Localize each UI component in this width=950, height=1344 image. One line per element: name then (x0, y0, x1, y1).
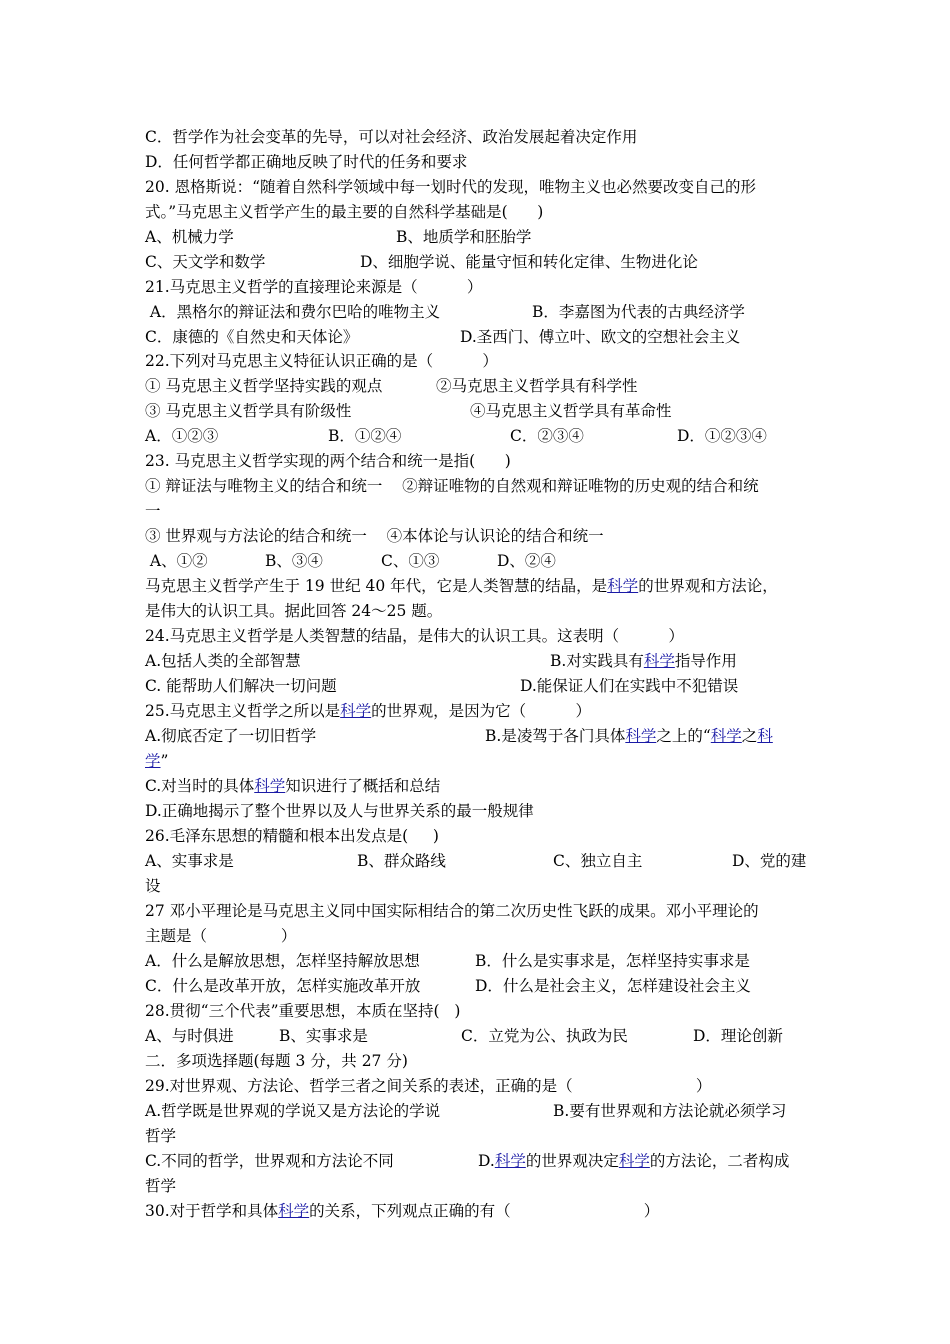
q21-stem: 21.马克思主义哲学的直接理论来源是（ ） (145, 278, 483, 296)
q26-option-d: D、党的建 (732, 852, 807, 870)
q24-option-d: D.能保证人们在实践中不犯错误 (520, 677, 739, 695)
q30-text-a: 30.对于哲学和具体 (145, 1202, 279, 1220)
q29-option-b-wrap: 哲学 (145, 1127, 177, 1145)
science-link[interactable]: 学 (145, 752, 161, 770)
science-link[interactable]: 科学 (607, 577, 639, 595)
science-link[interactable]: 科学 (618, 1152, 650, 1170)
q21-option-d: D.圣西门、傅立叶、欧文的空想社会主义 (460, 328, 741, 346)
q25-stem (145, 701, 591, 721)
q22-statement-3: ③ 马克思主义哲学具有阶级性 (145, 402, 352, 420)
q27-stem-line1: 27 邓小平理论是马克思主义同中国实际相结合的第二次历史性飞跃的成果。邓小平理论的 (145, 902, 759, 920)
q19-option-d: D．任何哲学都正确地反映了时代的任务和要求 (145, 153, 468, 171)
q25-option-a: A.彻底否定了一切旧哲学 (145, 727, 317, 745)
q20-option-b: B、地质学和胚胎学 (396, 228, 532, 246)
q27-option-a: A．什么是解放思想，怎样坚持解放思想 (145, 952, 420, 970)
q22-option-b: B．①②④ (328, 427, 402, 445)
q22-option-d: D．①②③④ (677, 427, 767, 445)
q22-stem: 22.下列对马克思主义特征认识正确的是（ ） (145, 352, 498, 370)
intro-line2: 是伟大的认识工具。据此回答 24～25 题。 (145, 602, 443, 620)
q23-option-c: C、①③ (381, 552, 440, 570)
q25-option-b-wrap (145, 751, 168, 771)
q23-stem: 23. 马克思主义哲学实现的两个结合和统一是指( ) (145, 452, 511, 470)
q23-statement-wrap: 一 (145, 502, 161, 520)
q26-option-a: A、实事求是 (145, 852, 234, 870)
q28-stem: 28.贯彻“三个代表”重要思想，本质在坚持( ) (145, 1002, 461, 1020)
q26-option-b: B、群众路线 (357, 852, 446, 870)
q25-option-c (145, 776, 440, 796)
q29d-text-a: D. (478, 1152, 495, 1170)
q29-stem: 29.对世界观、方法论、哲学三者之间关系的表述，正确的是（ ） (145, 1077, 712, 1095)
q25c-text-b: 知识进行了概括和总结 (285, 777, 441, 795)
q29-option-c: C.不同的哲学，世界观和方法论不同 (145, 1152, 394, 1170)
q28-option-a: A、与时俱进 (145, 1027, 234, 1045)
q27-option-b: B．什么是实事求是，怎样坚持实事求是 (475, 952, 750, 970)
q20-option-d: D、细胞学说、能量守恒和转化定律、生物进化论 (360, 253, 698, 271)
q29-option-b: B.要有世界观和方法论就必须学习 (553, 1102, 787, 1120)
q24-option-a: A.包括人类的全部智慧 (145, 652, 301, 670)
q24b-text-a: B.对实践具有 (550, 652, 644, 670)
q23-statement-1-2: ① 辩证法与唯物主义的结合和统一 ②辩证唯物的自然观和辩证唯物的历史观的结合和统 (145, 477, 759, 495)
q22-option-c: C．②③④ (510, 427, 584, 445)
q26-stem: 26.毛泽东思想的精髓和根本出发点是( ) (145, 827, 439, 845)
q20-stem-line2: 式。”马克思主义哲学产生的最主要的自然科学基础是( ) (145, 203, 544, 221)
q24b-text-b: 指导作用 (674, 652, 737, 670)
science-link[interactable]: 科学 (643, 652, 675, 670)
intro-text-b: 的世界观和方法论， (638, 577, 778, 595)
science-link[interactable]: 科 (757, 727, 773, 745)
q21-option-b: B．李嘉图为代表的古典经济学 (532, 303, 745, 321)
q27-option-c: C．什么是改革开放，怎样实施改革开放 (145, 977, 421, 995)
science-link[interactable]: 科学 (494, 1152, 526, 1170)
q25b-text-a: B.是凌驾于各门具体 (485, 727, 626, 745)
q25-text-a: 25.马克思主义哲学之所以是 (145, 702, 341, 720)
q22-option-a: A．①②③ (145, 427, 219, 445)
q25-text-b: 的世界观，是因为它（ ） (371, 702, 591, 720)
science-link[interactable]: 科学 (340, 702, 372, 720)
q20-option-c: C、天文学和数学 (145, 253, 266, 271)
q26-option-c: C、独立自主 (553, 852, 643, 870)
q28-option-b: B、实事求是 (279, 1027, 368, 1045)
q29-option-a: A.哲学既是世界观的学说又是方法论的学说 (145, 1102, 441, 1120)
q29d-text-b: 的世界观决定 (525, 1152, 619, 1170)
science-link[interactable]: 科学 (278, 1202, 310, 1220)
science-link[interactable]: 科学 (625, 727, 657, 745)
q22-statement-2: ②马克思主义哲学具有科学性 (436, 377, 638, 395)
q26-option-d-wrap: 设 (145, 877, 161, 895)
q24-option-b (550, 651, 737, 671)
q29-option-d (478, 1151, 789, 1171)
q20-stem-line1: 20. 恩格斯说：“随着自然科学领域中每一划时代的发现，唯物主义也必然要改变自己的形 (145, 178, 757, 196)
q25b-text-b: 之上的“ (656, 727, 711, 745)
q21-option-a: A．黑格尔的辩证法和费尔巴哈的唯物主义 (145, 303, 441, 321)
q19-option-c: C．哲学作为社会变革的先导，可以对社会经济、政治发展起着决定作用 (145, 128, 638, 146)
intro-line1 (145, 576, 778, 596)
intro-text-a: 马克思主义哲学产生于 19 世纪 40 年代，它是人类智慧的结晶，是 (145, 577, 608, 595)
q25-option-b (485, 726, 773, 746)
q30-text-b: 的关系，下列观点正确的有（ ） (309, 1202, 660, 1220)
q21-option-c: C．康德的《自然史和天体论》 (145, 328, 359, 346)
q28-option-d: D．理论创新 (693, 1027, 783, 1045)
q23-option-b: B、③④ (265, 552, 323, 570)
q27-stem-line2: 主题是（ ） (145, 927, 297, 945)
q28-option-c: C．立党为公、执政为民 (461, 1027, 628, 1045)
science-link[interactable]: 科学 (254, 777, 286, 795)
q22-statement-1: ① 马克思主义哲学坚持实践的观点 (145, 377, 383, 395)
q23-statement-3-4: ③ 世界观与方法论的结合和统一 ④本体论与认识论的结合和统一 (145, 527, 604, 545)
q24-option-c: C. 能帮助人们解决一切问题 (145, 677, 337, 695)
q25-option-d: D.正确地揭示了整个世界以及人与世界关系的最一般规律 (145, 802, 534, 820)
q22-statement-4: ④马克思主义哲学具有革命性 (470, 402, 672, 420)
section-2-heading: 二．多项选择题(每题 3 分，共 27 分) (145, 1052, 408, 1070)
q25c-text-a: C.对当时的具体 (145, 777, 255, 795)
q23-option-a: A、①② (145, 552, 208, 570)
q24-stem: 24.马克思主义哲学是人类智慧的结晶，是伟大的认识工具。这表明（ ） (145, 627, 684, 645)
q27-option-d: D．什么是社会主义，怎样建设社会主义 (475, 977, 751, 995)
q20-option-a: A、机械力学 (145, 228, 234, 246)
q30-stem (145, 1201, 659, 1221)
q25b-text-c: 之 (741, 727, 758, 745)
q25b-close-quote: ” (160, 752, 169, 770)
q29-option-d-wrap: 哲学 (145, 1177, 177, 1195)
q23-option-d: D、②④ (497, 552, 556, 570)
science-link[interactable]: 科学 (710, 727, 742, 745)
q29d-text-c: 的方法论，二者构成 (649, 1152, 790, 1170)
